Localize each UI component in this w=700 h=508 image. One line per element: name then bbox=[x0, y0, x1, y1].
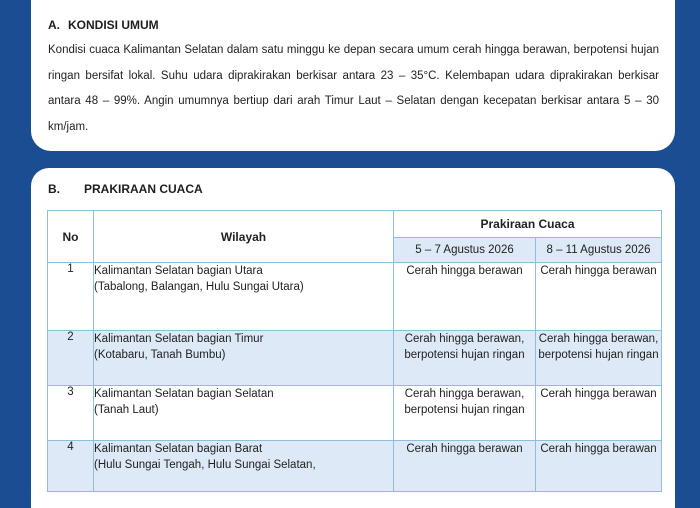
row-number: 4 bbox=[48, 441, 94, 492]
region-name: Kalimantan Selatan bagian Timur bbox=[94, 333, 264, 345]
row-number: 2 bbox=[48, 331, 94, 386]
column-header-wilayah: Wilayah bbox=[94, 211, 394, 263]
section-b-label: B. bbox=[48, 182, 60, 196]
region-areas: (Tanah Laut) bbox=[94, 404, 159, 416]
region-name: Kalimantan Selatan bagian Selatan bbox=[94, 388, 274, 400]
table-header-row bbox=[48, 211, 662, 238]
forecast-period-1-cell: Cerah hingga berawan bbox=[394, 263, 536, 331]
row-number: 3 bbox=[48, 386, 94, 441]
region-name: Kalimantan Selatan bagian Utara bbox=[94, 265, 263, 277]
column-header-no: No bbox=[48, 211, 94, 263]
column-header-prakiraan: Prakiraan Cuaca bbox=[394, 211, 662, 238]
region-cell bbox=[94, 263, 394, 331]
general-conditions-text: Kondisi cuaca Kalimantan Selatan dalam satu minggu ke depan secara umum cerah hingga berawan, berpotensi hujan ringan bersifat lokal. Suhu udara diprakirakan berkisar antara 23 – 35°C. Kelembapan udara diprakirakan berkisar antara 48 – 99%. Angin umumnya bertiup dari arah Timur Laut – Selatan dengan kecepatan berkisar antara 5 – 30 km/jam. bbox=[48, 44, 659, 133]
region-cell bbox=[94, 386, 394, 441]
weather-forecast-card bbox=[31, 168, 675, 508]
section-a-heading bbox=[48, 18, 159, 32]
forecast-period-1-cell: Cerah hingga berawan, berpotensi hujan ringan bbox=[394, 386, 536, 441]
region-name: Kalimantan Selatan bagian Barat bbox=[94, 443, 263, 455]
forecast-period-2-cell: Cerah hingga berawan, berpotensi hujan ringan bbox=[536, 331, 662, 386]
row-number: 1 bbox=[48, 263, 94, 331]
region-areas: (Hulu Sungai Tengah, Hulu Sungai Selatan, bbox=[94, 459, 316, 471]
section-b-title: PRAKIRAAN CUACA bbox=[84, 182, 203, 196]
section-a-label: A. bbox=[48, 18, 60, 32]
forecast-period-1-cell: Cerah hingga berawan, berpotensi hujan ringan bbox=[394, 331, 536, 386]
region-cell bbox=[94, 331, 394, 386]
general-conditions-card bbox=[31, 0, 675, 151]
forecast-period-2-cell: Cerah hingga berawan bbox=[536, 441, 662, 492]
table-row bbox=[48, 263, 662, 331]
table-row bbox=[48, 386, 662, 441]
forecast-period-2-cell: Cerah hingga berawan bbox=[536, 263, 662, 331]
region-areas: (Tabalong, Balangan, Hulu Sungai Utara) bbox=[94, 281, 304, 293]
forecast-table bbox=[47, 210, 662, 492]
table-row bbox=[48, 331, 662, 386]
region-cell bbox=[94, 441, 394, 492]
section-a-title: KONDISI UMUM bbox=[68, 18, 159, 32]
forecast-period-2-cell: Cerah hingga berawan bbox=[536, 386, 662, 441]
forecast-period-1-cell: Cerah hingga berawan bbox=[394, 441, 536, 492]
column-header-period-1: 5 – 7 Agustus 2026 bbox=[394, 238, 536, 263]
column-header-period-2: 8 – 11 Agustus 2026 bbox=[536, 238, 662, 263]
region-areas: (Kotabaru, Tanah Bumbu) bbox=[94, 349, 226, 361]
section-b-heading bbox=[48, 182, 203, 196]
table-row bbox=[48, 441, 662, 492]
